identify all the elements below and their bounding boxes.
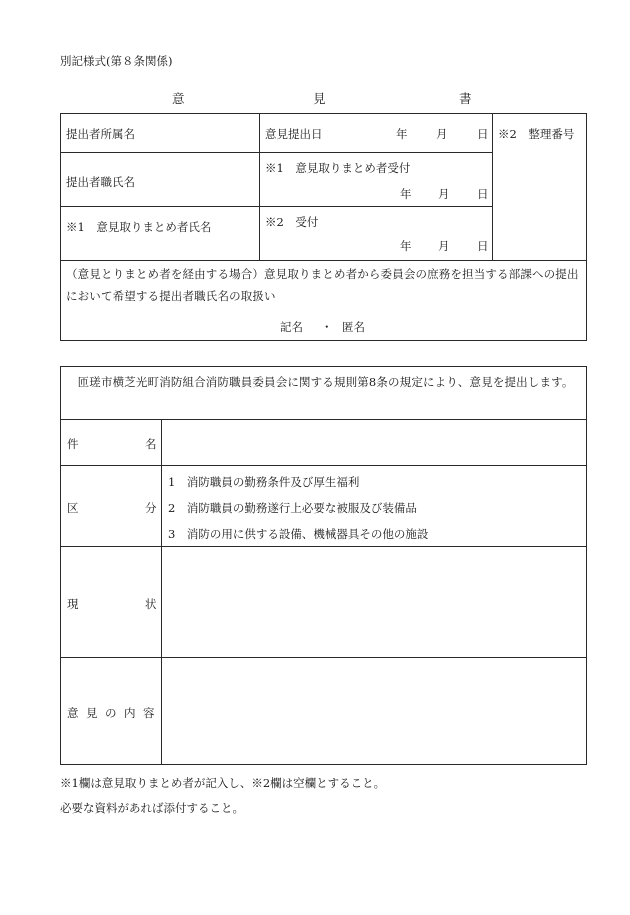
coordinator-receipt-label: ※1 意見取りまとめ者受付 bbox=[265, 161, 411, 175]
title-char-1: 意 bbox=[172, 91, 185, 106]
anonymous-option: 匿名 bbox=[342, 320, 365, 334]
category-label-char-1: 区 bbox=[67, 501, 79, 515]
opinion-date-label: 意見提出日 bbox=[265, 127, 323, 141]
main-table bbox=[60, 366, 587, 765]
subject-label-char-1: 件 bbox=[67, 437, 79, 451]
named-option: 記名 bbox=[280, 320, 303, 334]
receipt1-year: 年 bbox=[400, 187, 412, 201]
receipt2-year: 年 bbox=[400, 239, 412, 253]
category-option-3: 3 消防の用に供する設備、機械器具その他の施設 bbox=[168, 527, 429, 541]
title-char-3: 書 bbox=[459, 91, 472, 106]
receipt-label: ※2 受付 bbox=[265, 215, 319, 229]
date-year: 年 bbox=[396, 127, 408, 141]
date-month: 月 bbox=[436, 127, 448, 141]
submission-statement: 匝瑳市横芝光町消防組合消防職員委員会に関する規則第8条の規定により、意見を提出します。 bbox=[66, 375, 574, 389]
receipt1-month: 月 bbox=[438, 187, 450, 201]
submitter-title-name-label: 提出者職氏名 bbox=[66, 175, 135, 189]
opinion-content-label-char-3: の bbox=[105, 706, 117, 720]
current-status-label-char-2: 状 bbox=[145, 597, 157, 611]
receipt1-day: 日 bbox=[477, 187, 489, 201]
footnote-1: ※1欄は意見取りまとめ者が記入し、※2欄は空欄とすること。 bbox=[60, 776, 386, 790]
reference-number-label: ※2 整理番号 bbox=[498, 127, 575, 141]
date-day: 日 bbox=[477, 127, 489, 141]
opinion-content-label-char-4: 内 bbox=[124, 706, 136, 720]
category-option-1: 1 消防職員の勤務条件及び厚生福利 bbox=[168, 475, 360, 489]
form-label: 別記様式(第８条関係) bbox=[60, 54, 173, 68]
separator-dot: ・ bbox=[321, 320, 333, 334]
submitter-affiliation-label: 提出者所属名 bbox=[66, 127, 135, 141]
footnote-2: 必要な資料があれば添付すること。 bbox=[60, 801, 244, 815]
receipt2-month: 月 bbox=[438, 239, 450, 253]
name-handling-note: （意見とりまとめ者を経由する場合）意見取りまとめ者から委員会の庶務を担当する部課への提出において希望する提出者職氏名の取扱い bbox=[66, 267, 579, 303]
opinion-content-label-char-1: 意 bbox=[67, 706, 79, 720]
subject-label-char-2: 名 bbox=[145, 437, 157, 451]
coordinator-name-label: ※1 意見取りまとめ者氏名 bbox=[66, 220, 212, 234]
category-label-char-2: 分 bbox=[145, 501, 157, 515]
opinion-content-label-char-2: 見 bbox=[86, 706, 98, 720]
receipt2-day: 日 bbox=[477, 239, 489, 253]
opinion-content-label-char-5: 容 bbox=[143, 706, 155, 720]
title-char-2: 見 bbox=[313, 91, 326, 106]
category-option-2: 2 消防職員の勤務遂行上必要な被服及び装備品 bbox=[168, 501, 417, 515]
current-status-label-char-1: 現 bbox=[67, 597, 79, 611]
